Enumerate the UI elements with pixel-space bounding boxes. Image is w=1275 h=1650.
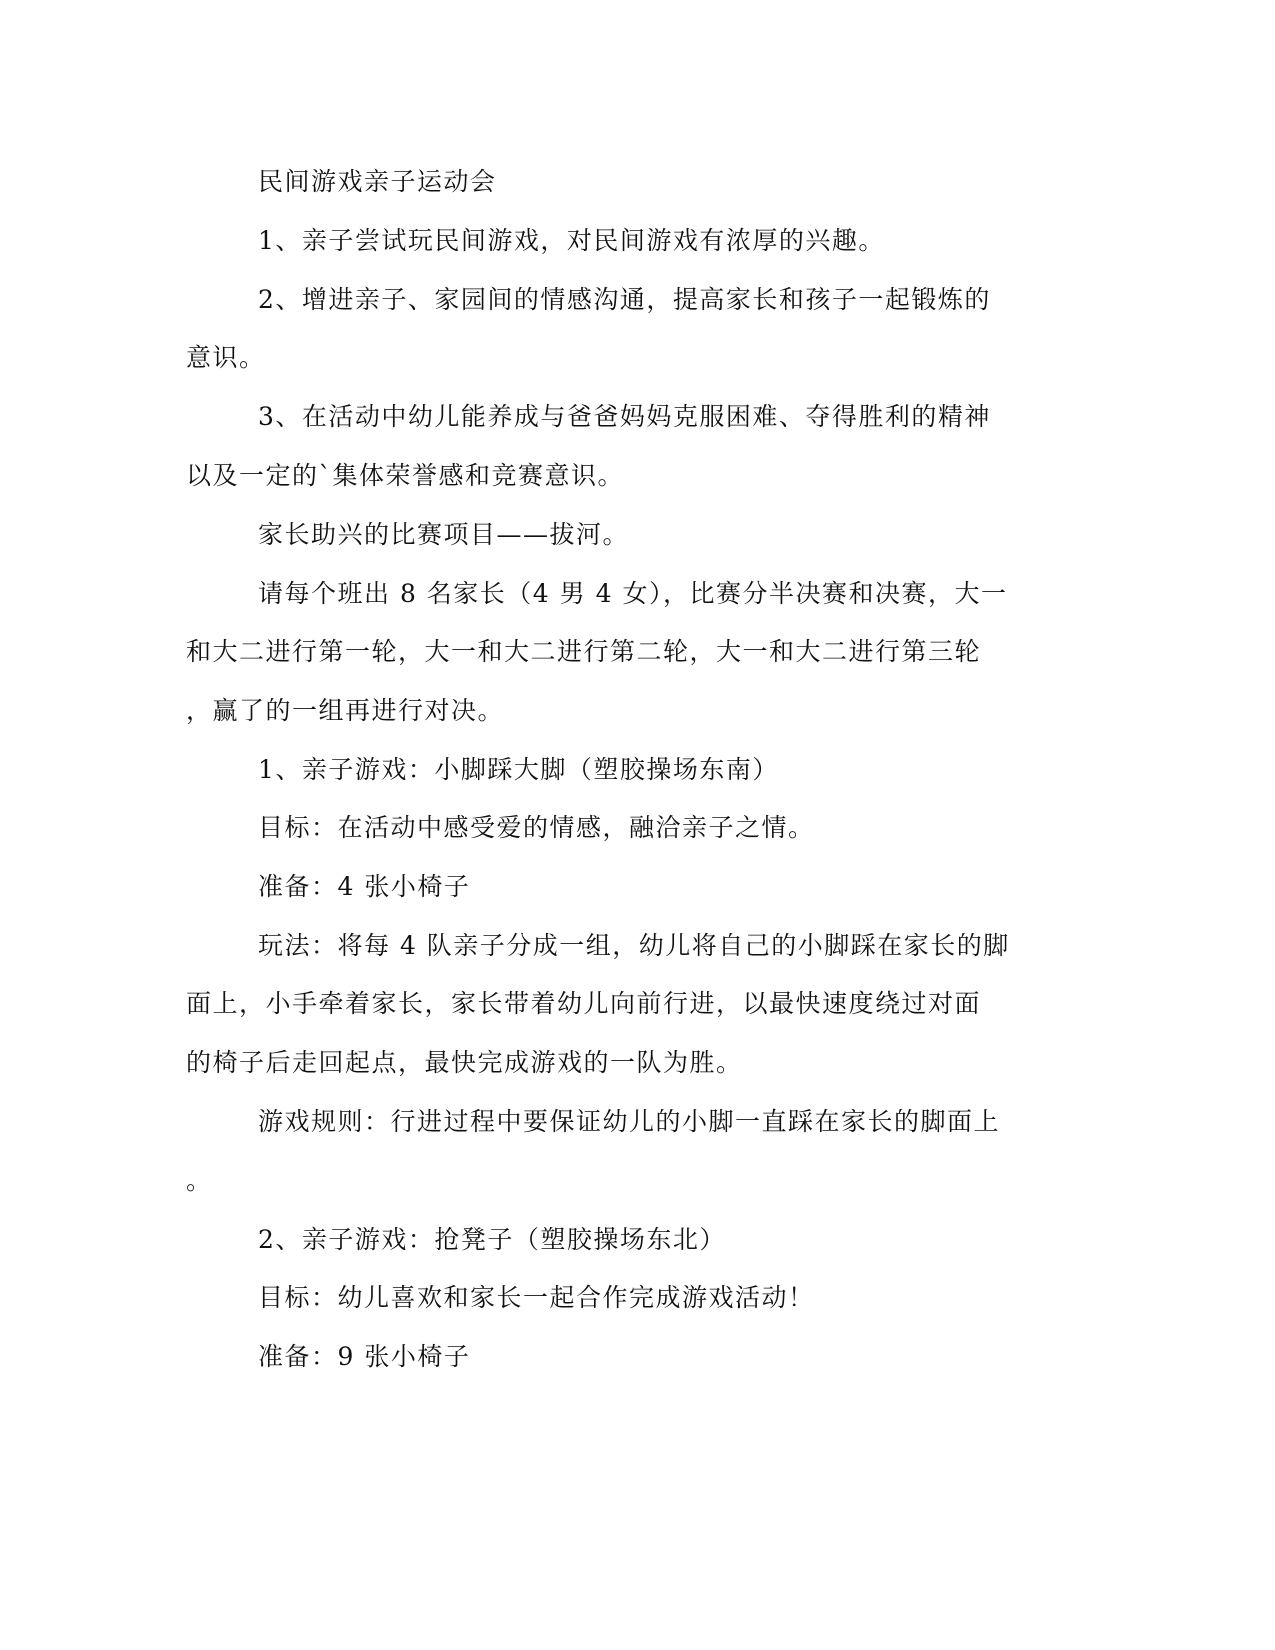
game-2-heading: 2、亲子游戏：抢凳子（塑胶操场东北） (258, 1225, 726, 1254)
goal-line-1: 1、亲子尝试玩民间游戏，对民间游戏有浓厚的兴趣。 (258, 226, 885, 255)
game-1-play: 玩法：将每 4 队亲子分成一组，幼儿将自己的小脚踩在家长的脚 (258, 931, 1010, 960)
goal-line-3-cont: 以及一定的`集体荣誉感和竞赛意识。 (186, 461, 625, 490)
parent-event-text-cont-2: ，赢了的一组再进行对决。 (186, 696, 505, 725)
parent-event-text-cont-1: 和大二进行第一轮，大一和大二进行第二轮，大一和大二进行第三轮 (186, 637, 982, 666)
parent-event-heading: 家长助兴的比赛项目——拔河。 (258, 520, 630, 549)
game-1-goal: 目标：在活动中感受爱的情感，融洽亲子之情。 (258, 813, 815, 842)
goal-line-2-cont: 意识。 (186, 343, 266, 372)
goal-line-3: 3、在活动中幼儿能养成与爸爸妈妈克服困难、夺得胜利的精神 (258, 402, 991, 431)
game-1-preparation: 准备：4 张小椅子 (258, 872, 471, 901)
game-1-play-cont-1: 面上，小手牵着家长，家长带着幼儿向前行进，以最快速度绕过对面 (186, 989, 982, 1018)
game-1-heading: 1、亲子游戏：小脚踩大脚（塑胶操场东南） (258, 755, 779, 784)
game-1-rules: 游戏规则：行进过程中要保证幼儿的小脚一直踩在家长的脚面上 (258, 1107, 1001, 1136)
game-1-play-cont-2: 的椅子后走回起点，最快完成游戏的一队为胜。 (186, 1048, 743, 1077)
document-title: 民间游戏亲子运动会 (258, 167, 497, 196)
goal-line-2: 2、增进亲子、家园间的情感沟通，提高家长和孩子一起锻炼的 (258, 285, 991, 314)
game-2-goal: 目标：幼儿喜欢和家长一起合作完成游戏活动！ (258, 1283, 815, 1312)
parent-event-text: 请每个班出 8 名家长（4 男 4 女），比赛分半决赛和决赛，大一 (258, 579, 1008, 608)
game-1-rules-cont: 。 (186, 1166, 213, 1195)
game-2-preparation: 准备：9 张小椅子 (258, 1342, 471, 1371)
